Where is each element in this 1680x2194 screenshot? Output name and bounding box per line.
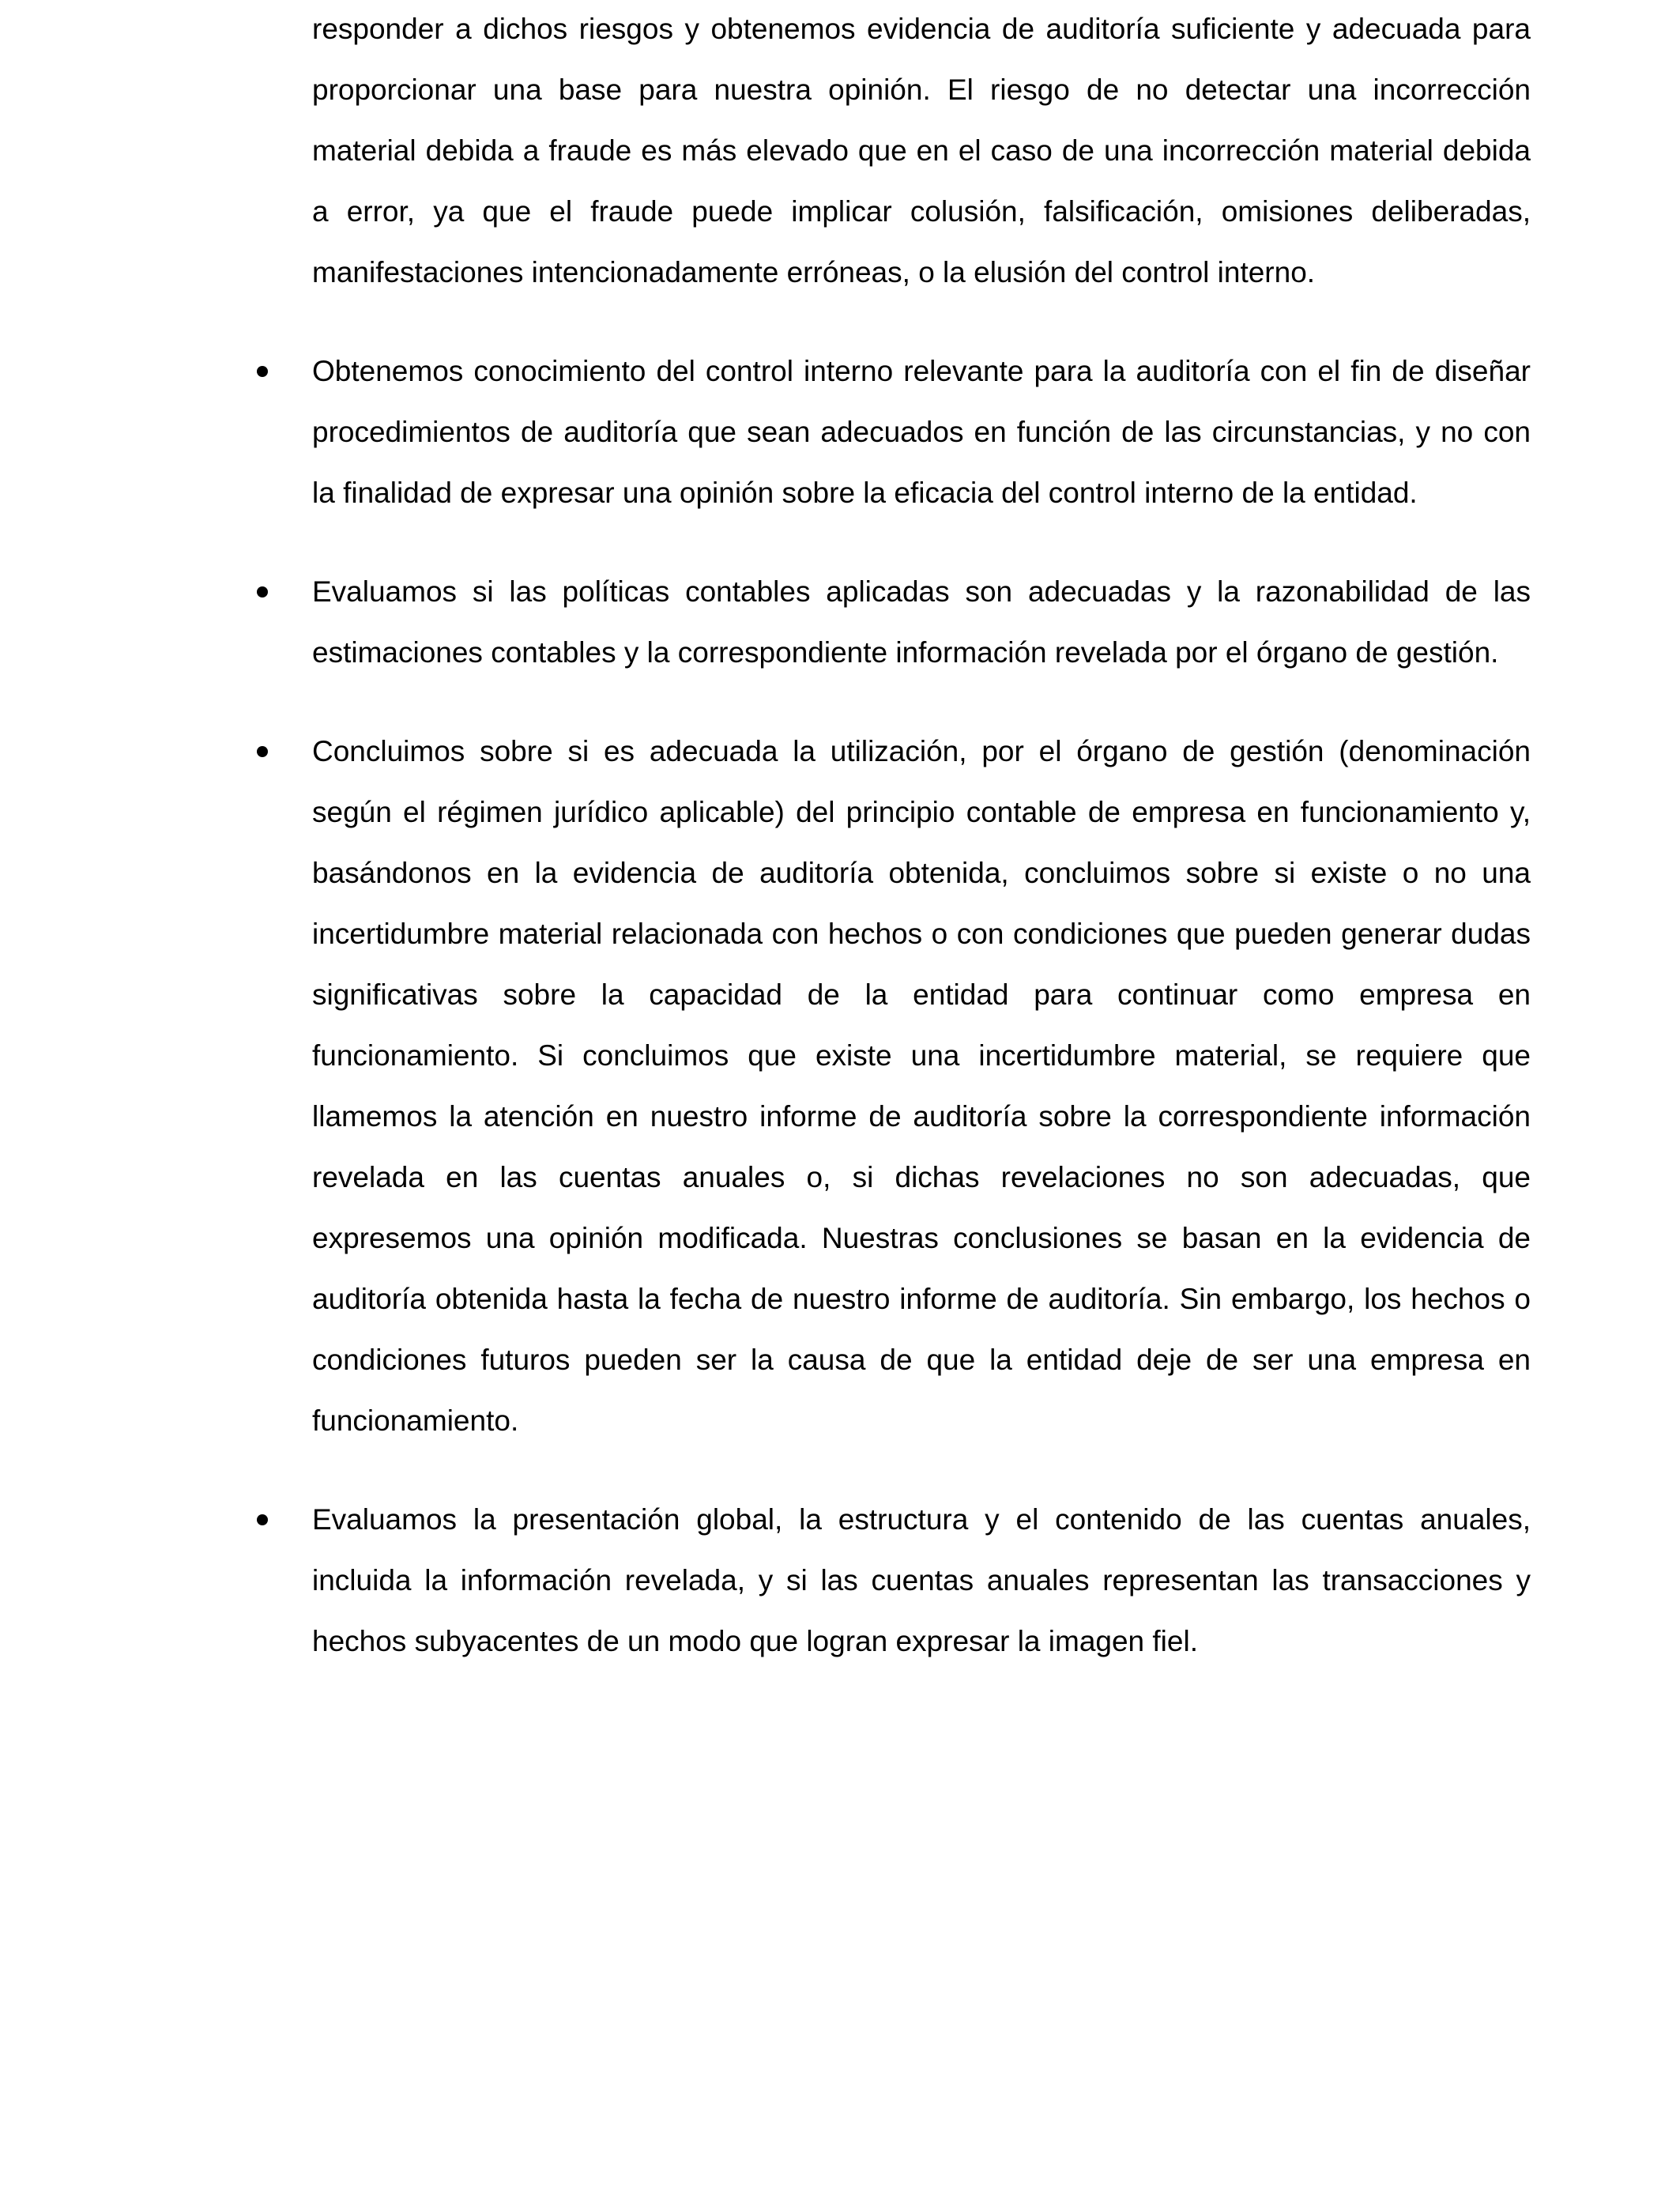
- document-body: [312, 0, 1531, 1672]
- bullet-text: Concluimos sobre si es adecuada la utilización, por el órgano de gestión (denominación según el régimen jurídico aplicable) del principio contable de empresa en funcionamiento y, basándonos en la evidencia de auditoría obtenida, concluimos sobre si existe o no una incertidumbre material relacionada con hechos o con condiciones que pueden generar dudas significativas sobre la capacidad de la entidad para continuar como empresa en funcionamiento. Si concluimos que existe una incertidumbre material, se requiere que llamemos la atención en nuestro informe de auditoría sobre la correspondiente información revelada en las cuentas anuales o, si dichas revelaciones no son adecuadas, que expresemos una opinión modificada. Nuestras conclusiones se basan en la evidencia de auditoría obtenida hasta la fecha de nuestro informe de auditoría. Sin embargo, los hechos o condiciones futuros pueden ser la causa de que la entidad deje de ser una empresa en funcionamiento.: [312, 735, 1531, 1437]
- bullet-icon: [250, 561, 274, 622]
- bullet-text: Evaluamos si las políticas contables aplicadas son adecuadas y la razonabilidad de las estimaciones contables y la correspondiente información revelada por el órgano de gestión.: [312, 575, 1531, 669]
- bullet-icon: [250, 721, 274, 782]
- bullet-item: [312, 561, 1531, 683]
- bullet-icon: [250, 1489, 274, 1550]
- bullet-item: [312, 1489, 1531, 1672]
- continuation-item: [312, 0, 1531, 303]
- continuation-paragraph: responder a dichos riesgos y obtenemos evidencia de auditoría suficiente y adecuada para proporcionar una base para nuestra opinión. El riesgo de no detectar una incorrección material debida a fraude es más elevado que en el caso de una incorrección material debida a error, ya que el fraude puede implicar colusión, falsificación, omisiones deliberadas, manifestaciones intencionadamente erróneas, o la elusión del control interno.: [312, 13, 1531, 288]
- bullet-text: Evaluamos la presentación global, la estructura y el contenido de las cuentas anuales, incluida la información revelada, y si las cuentas anuales representan las transacciones y hechos subyacentes de un modo que logran expresar la imagen fiel.: [312, 1503, 1531, 1657]
- bullet-item: [312, 341, 1531, 523]
- bullet-icon: [250, 341, 274, 401]
- bullet-item: [312, 721, 1531, 1451]
- bullet-text: Obtenemos conocimiento del control interno relevante para la auditoría con el fin de diseñar procedimientos de auditoría que sean adecuados en función de las circunstancias, y no con la finalidad de expresar una opinión sobre la eficacia del control interno de la entidad.: [312, 355, 1531, 509]
